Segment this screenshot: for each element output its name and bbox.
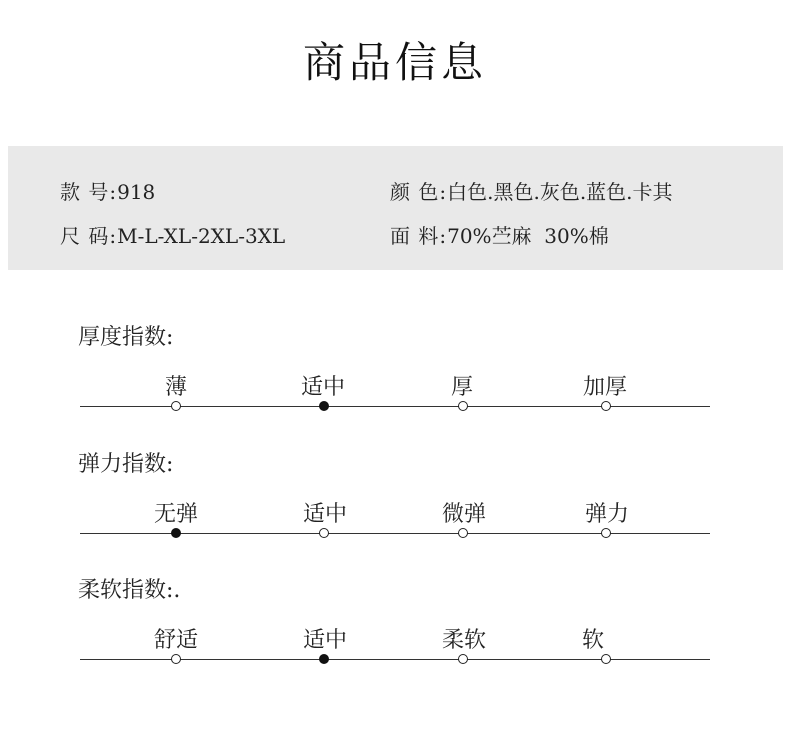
style-number [60, 176, 155, 205]
softness-option-label: 适中 [302, 628, 347, 653]
color-options-value: 白色.黑色.灰色.蓝色.卡其 [447, 180, 673, 204]
thickness-option-label: 薄 [164, 375, 187, 400]
elasticity-option-marker [171, 528, 181, 538]
elasticity-option-label: 适中 [302, 502, 347, 527]
softness-option-label: 柔软 [441, 628, 486, 653]
size-range [60, 220, 285, 249]
thickness-option-marker [601, 401, 611, 411]
elasticity-option-label: 弹力 [584, 502, 629, 527]
thickness-option-label: 适中 [300, 375, 345, 400]
elasticity-option-label: 微弹 [441, 502, 486, 527]
style-number-label: 款 号: [60, 180, 118, 204]
page-title: 商品信息 [302, 38, 487, 87]
color-options [390, 176, 673, 205]
color-options-label: 颜 色: [390, 180, 448, 204]
thickness-option-marker [171, 401, 181, 411]
thickness-rating [0, 320, 790, 440]
size-range-value: M-L-XL-2XL-3XL [117, 224, 286, 248]
softness-rating [0, 573, 790, 693]
softness-option-label: 舒适 [153, 628, 198, 653]
softness-option-marker [601, 654, 611, 664]
elasticity-option-marker [319, 528, 329, 538]
thickness-option-label: 加厚 [582, 375, 627, 400]
fabric-composition [390, 220, 609, 249]
style-number-value: 918 [117, 180, 156, 204]
softness-option-marker [319, 654, 329, 664]
thickness-option-marker [319, 401, 329, 411]
softness-option-marker [171, 654, 181, 664]
thickness-option-label: 厚 [450, 375, 473, 400]
softness-rating-title: 柔软指数:. [78, 578, 181, 603]
elasticity-option-marker [601, 528, 611, 538]
fabric-composition-value: 70%苎麻 30%棉 [447, 224, 609, 248]
softness-option-marker [458, 654, 468, 664]
elasticity-option-marker [458, 528, 468, 538]
fabric-composition-label: 面 料: [390, 224, 448, 248]
elasticity-rating-title: 弹力指数: [78, 452, 174, 477]
elasticity-option-label: 无弹 [153, 502, 198, 527]
softness-option-label: 软 [581, 628, 604, 653]
product-info-panel [8, 146, 783, 270]
size-range-label: 尺 码: [60, 224, 118, 248]
thickness-option-marker [458, 401, 468, 411]
elasticity-rating [0, 447, 790, 567]
thickness-rating-title: 厚度指数: [78, 325, 174, 350]
